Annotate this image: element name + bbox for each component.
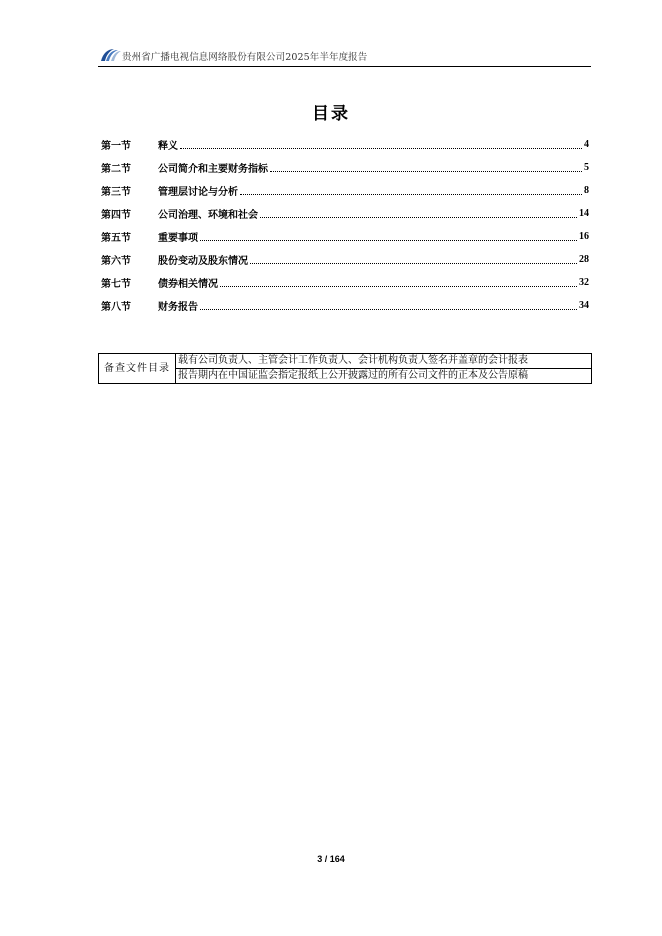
toc-entry[interactable] bbox=[101, 156, 589, 179]
toc-page-number: 32 bbox=[579, 277, 589, 288]
reference-documents-label: 备查文件目录 bbox=[99, 354, 176, 384]
toc-dot-leader bbox=[180, 147, 582, 149]
toc-page-number: 8 bbox=[584, 185, 589, 196]
toc-section-number: 第五节 bbox=[101, 233, 131, 244]
toc-entry[interactable] bbox=[101, 248, 589, 271]
toc-dot-leader bbox=[250, 262, 577, 264]
toc-page-number: 4 bbox=[584, 139, 589, 150]
toc-page-number: 34 bbox=[579, 300, 589, 311]
toc-entry[interactable] bbox=[101, 202, 589, 225]
toc-page-number: 14 bbox=[579, 208, 589, 219]
toc-section-number: 第四节 bbox=[101, 210, 131, 221]
toc-entry[interactable] bbox=[101, 271, 589, 294]
toc-section-number: 第三节 bbox=[101, 187, 131, 198]
reference-documents-table bbox=[98, 353, 592, 384]
toc-page-number: 28 bbox=[579, 254, 589, 265]
page-header bbox=[98, 44, 591, 67]
toc-section-number: 第二节 bbox=[101, 164, 131, 175]
toc-section-number: 第八节 bbox=[101, 302, 131, 313]
toc-entry[interactable] bbox=[101, 225, 589, 248]
table-row bbox=[99, 354, 592, 369]
table-of-contents bbox=[101, 133, 589, 317]
toc-section-title: 公司简介和主要财务指标 bbox=[158, 164, 268, 175]
toc-section-title: 重要事项 bbox=[158, 233, 198, 244]
toc-entry[interactable] bbox=[101, 294, 589, 317]
toc-dot-leader bbox=[270, 170, 582, 172]
toc-entry[interactable] bbox=[101, 133, 589, 156]
toc-section-title: 债券相关情况 bbox=[158, 279, 218, 290]
toc-dot-leader bbox=[240, 193, 582, 195]
toc-section-number: 第六节 bbox=[101, 256, 131, 267]
toc-page-number: 16 bbox=[579, 231, 589, 242]
header-company-report: 贵州省广播电视信息网络股份有限公司2025年半年度报告 bbox=[122, 52, 368, 63]
reference-document-item: 报告期内在中国证监会指定报纸上公开披露过的所有公司文件的正本及公告原稿 bbox=[176, 369, 592, 384]
toc-section-title: 公司治理、环境和社会 bbox=[158, 210, 258, 221]
toc-page-number: 5 bbox=[584, 162, 589, 173]
toc-section-number: 第七节 bbox=[101, 279, 131, 290]
page-title: 目录 bbox=[312, 104, 350, 124]
toc-section-title: 股份变动及股东情况 bbox=[158, 256, 248, 267]
toc-dot-leader bbox=[200, 239, 577, 241]
reference-document-item: 载有公司负责人、主管会计工作负责人、会计机构负责人签名并盖章的会计报表 bbox=[176, 354, 592, 369]
toc-dot-leader bbox=[260, 216, 577, 218]
page-number: 3 / 164 bbox=[317, 854, 345, 864]
toc-section-number: 第一节 bbox=[101, 141, 131, 152]
toc-dot-leader bbox=[200, 308, 577, 310]
toc-section-title: 财务报告 bbox=[158, 302, 198, 313]
toc-section-title: 释义 bbox=[158, 141, 178, 152]
toc-section-title: 管理层讨论与分析 bbox=[158, 187, 238, 198]
toc-dot-leader bbox=[220, 285, 577, 287]
toc-entry[interactable] bbox=[101, 179, 589, 202]
company-logo-icon bbox=[100, 48, 122, 62]
